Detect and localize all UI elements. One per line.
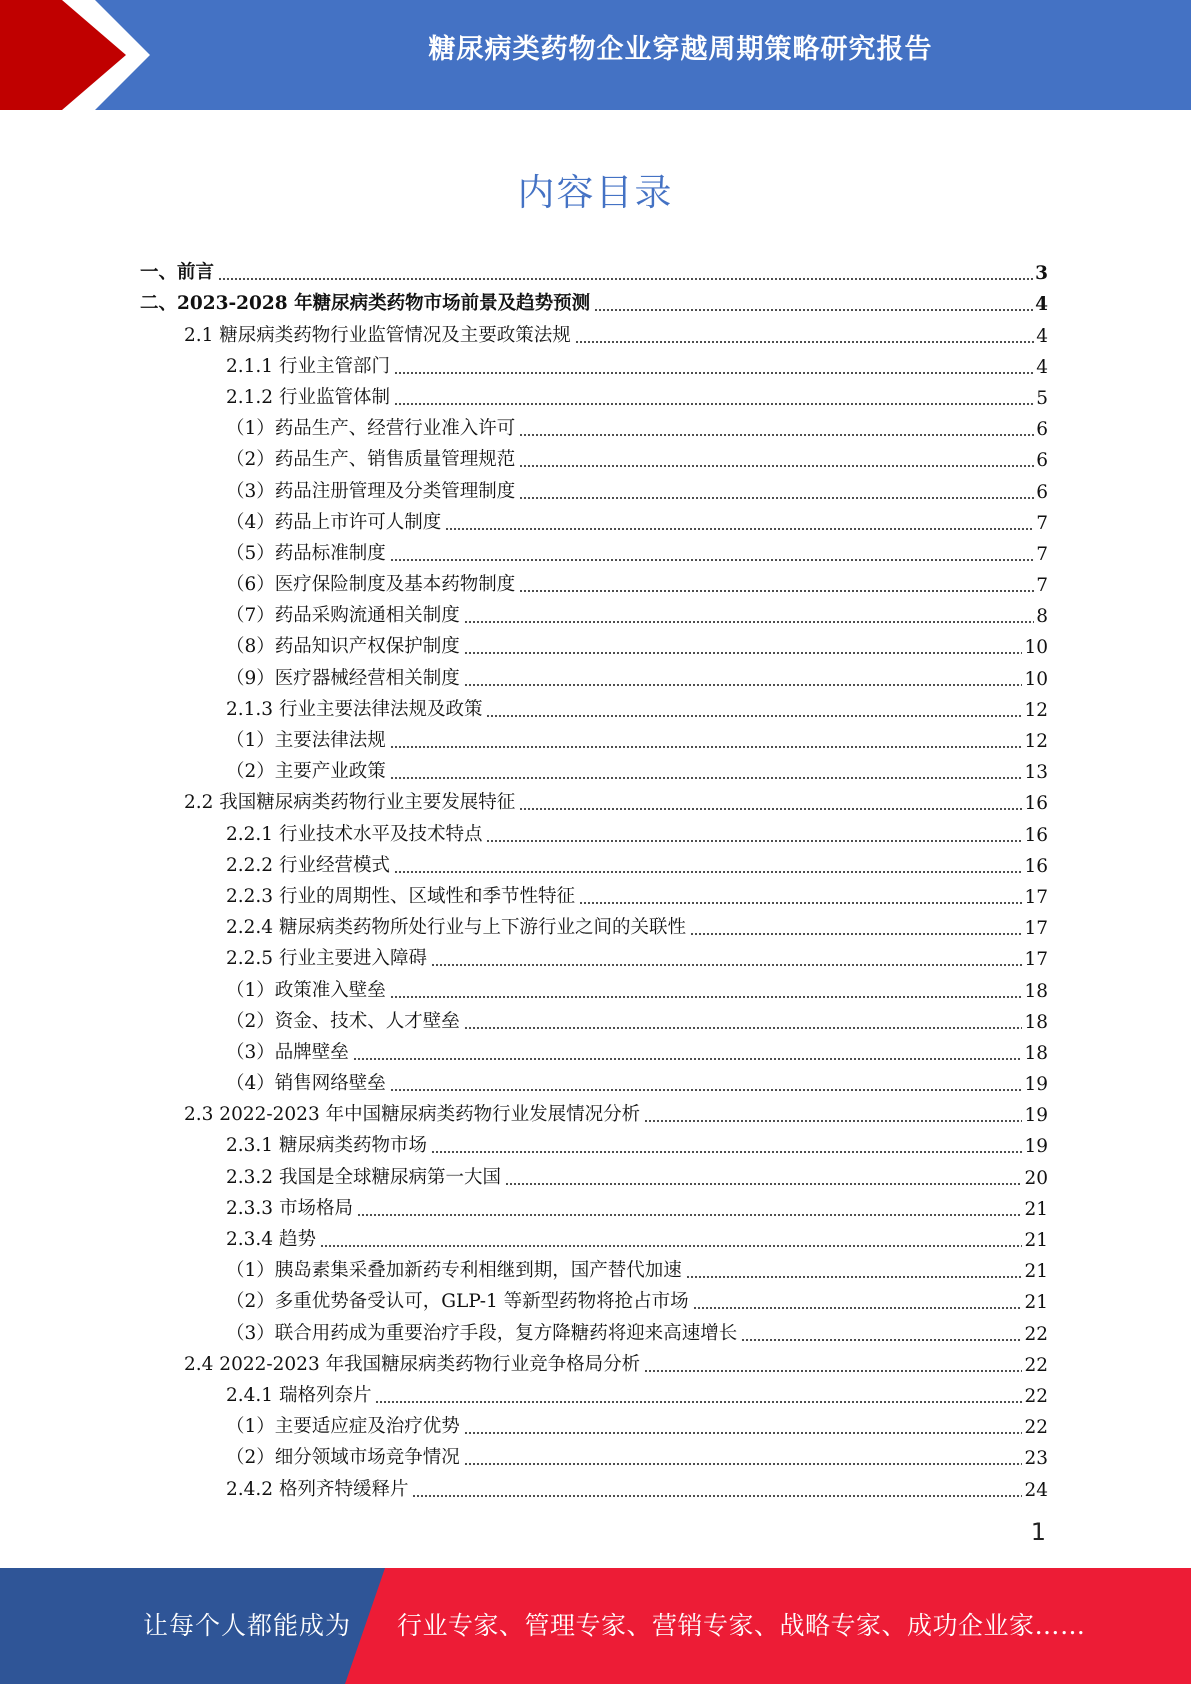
- toc-entry-label: 2.2.5 行业主要进入障碍: [226, 948, 427, 970]
- toc-dot-leader: [357, 1214, 1023, 1216]
- toc-entry-label: 2.4 2022-2023 年我国糖尿病类药物行业竞争格局分析: [184, 1353, 641, 1375]
- toc-entry[interactable]: [140, 1313, 1048, 1344]
- toc-dot-leader: [412, 1495, 1022, 1497]
- toc-entry-label: （7）药品采购流通相关制度: [226, 605, 460, 627]
- toc-entry[interactable]: [140, 1002, 1048, 1033]
- toc-dot-leader: [390, 1089, 1023, 1091]
- toc-dot-leader: [519, 808, 1022, 810]
- toc-entry[interactable]: [140, 1438, 1048, 1469]
- toc-dot-leader: [486, 715, 1022, 717]
- toc-entry-label: 2.2.1 行业技术水平及技术特点: [226, 823, 483, 845]
- toc-entry-label: 2.3.2 我国是全球糖尿病第一大国: [226, 1166, 501, 1188]
- toc-entry-label: （1）主要适应症及治疗优势: [226, 1416, 460, 1438]
- toc-entry-page: 18: [1024, 980, 1048, 1002]
- toc-entry[interactable]: [140, 1220, 1048, 1251]
- toc-dot-leader: [431, 1151, 1022, 1153]
- toc-entry[interactable]: [140, 721, 1048, 752]
- toc-entry-label: （2）药品生产、销售质量管理规范: [226, 449, 516, 471]
- toc-entry-page: 19: [1024, 1136, 1048, 1158]
- toc-entry[interactable]: [140, 534, 1048, 565]
- toc-dot-leader: [579, 902, 1022, 904]
- toc-entry-page: 23: [1024, 1448, 1048, 1470]
- toc-entry-label: 2.2.2 行业经营模式: [226, 854, 390, 876]
- toc-entry-label: （1）胰岛素集采叠加新药专利相继到期，国产替代加速: [226, 1260, 682, 1282]
- toc-dot-leader: [394, 372, 1034, 374]
- toc-entry-page: 19: [1024, 1105, 1048, 1127]
- toc-entry-label: 2.4.2 格列齐特缓释片: [226, 1478, 409, 1500]
- toc-entry[interactable]: [140, 752, 1048, 783]
- toc-entry-page: 10: [1024, 668, 1048, 690]
- toc-entry-label: 2.3.1 糖尿病类药物市场: [226, 1135, 427, 1157]
- toc-entry[interactable]: [140, 503, 1048, 534]
- toc-dot-leader: [686, 1276, 1023, 1278]
- toc-dot-leader: [390, 746, 1023, 748]
- toc-entry[interactable]: [140, 1251, 1048, 1282]
- toc-dot-leader: [390, 777, 1023, 779]
- toc-entry[interactable]: [140, 846, 1048, 877]
- toc-entry-label: （2）资金、技术、人才壁垒: [226, 1010, 460, 1032]
- toc-entry-label: 2.1.3 行业主要法律法规及政策: [226, 698, 483, 720]
- toc-dot-leader: [390, 996, 1023, 998]
- toc-entry[interactable]: [140, 440, 1048, 471]
- toc-entry-page: 16: [1024, 824, 1048, 846]
- toc-entry-page: 10: [1024, 637, 1048, 659]
- footer-slogan-right: 行业专家、管理专家、营销专家、战略专家、成功企业家……: [397, 1611, 1086, 1640]
- toc-dot-leader: [218, 278, 1033, 280]
- toc-dot-leader: [594, 309, 1033, 311]
- toc-dot-leader: [519, 497, 1034, 499]
- toc-entry-label: 2.1.2 行业监管体制: [226, 386, 390, 408]
- toc-entry-label: 一、前言: [140, 262, 215, 284]
- toc-entry[interactable]: [140, 627, 1048, 658]
- toc-entry-page: 22: [1024, 1385, 1048, 1407]
- toc-entry-page: 7: [1036, 512, 1048, 534]
- toc-entry-label: （3）药品注册管理及分类管理制度: [226, 480, 516, 502]
- footer-slogan-left: 让每个人都能成为: [143, 1611, 352, 1640]
- toc-dot-leader: [464, 652, 1023, 654]
- toc-dot-leader: [464, 621, 1034, 623]
- toc-entry[interactable]: [140, 378, 1048, 409]
- toc-entry[interactable]: [140, 814, 1048, 845]
- footer-banner: [0, 1568, 1191, 1684]
- toc-entry-page: 18: [1024, 1042, 1048, 1064]
- toc-entry[interactable]: [140, 1126, 1048, 1157]
- toc-entry-page: 21: [1024, 1198, 1048, 1220]
- toc-entry[interactable]: [140, 1157, 1048, 1188]
- toc-entry-page: 17: [1024, 886, 1048, 908]
- toc-entry[interactable]: [140, 347, 1048, 378]
- toc-entry-page: 3: [1035, 263, 1048, 285]
- toc-entry-label: （9）医疗器械经营相关制度: [226, 667, 460, 689]
- toc-entry-label: （1）政策准入壁垒: [226, 979, 386, 1001]
- toc-dot-leader: [741, 1339, 1022, 1341]
- toc-entry[interactable]: [140, 690, 1048, 721]
- toc-dot-leader: [486, 840, 1022, 842]
- toc-entry-page: 20: [1024, 1167, 1048, 1189]
- toc-entry[interactable]: [140, 1282, 1048, 1313]
- toc-entry[interactable]: [140, 1376, 1048, 1407]
- toc-entry-label: （4）销售网络壁垒: [226, 1073, 386, 1095]
- toc-entry[interactable]: [140, 253, 1048, 284]
- toc-entry[interactable]: [140, 284, 1048, 315]
- toc-dot-leader: [505, 1183, 1022, 1185]
- toc-entry-label: （6）医疗保险制度及基本药物制度: [226, 574, 516, 596]
- toc-entry-label: （8）药品知识产权保护制度: [226, 636, 460, 658]
- toc-heading: 内容目录: [517, 171, 674, 214]
- toc-dot-leader: [375, 1401, 1022, 1403]
- toc-entry-label: （1）药品生产、经营行业准入许可: [226, 418, 516, 440]
- toc-entry-page: 16: [1024, 793, 1048, 815]
- toc-entry[interactable]: [140, 315, 1048, 346]
- toc-entry-label: 2.1 糖尿病类药物行业监管情况及主要政策法规: [184, 324, 571, 346]
- page-number: 1: [1030, 1518, 1046, 1546]
- toc-entry-label: 2.3.3 市场格局: [226, 1197, 353, 1219]
- toc-entry-label: （2）细分领域市场竞争情况: [226, 1447, 460, 1469]
- toc-dot-leader: [390, 559, 1034, 561]
- toc-entry[interactable]: [140, 877, 1048, 908]
- toc-entry-label: （2）主要产业政策: [226, 761, 386, 783]
- toc-entry-page: 4: [1035, 294, 1048, 316]
- toc-entry[interactable]: [140, 409, 1048, 440]
- toc-entry-label: （5）药品标准制度: [226, 542, 386, 564]
- toc-entry-page: 7: [1036, 575, 1048, 597]
- toc-entry[interactable]: [140, 1407, 1048, 1438]
- toc-entry-page: 24: [1024, 1479, 1048, 1501]
- toc-entry-label: 2.1.1 行业主管部门: [226, 355, 390, 377]
- toc-dot-leader: [320, 1245, 1023, 1247]
- toc-entry-page: 7: [1036, 543, 1048, 565]
- toc-entry-page: 22: [1024, 1323, 1048, 1345]
- toc-dot-leader: [464, 1432, 1023, 1434]
- toc-dot-leader: [690, 933, 1022, 935]
- toc-entry-page: 18: [1024, 1011, 1048, 1033]
- toc-entry[interactable]: [140, 1064, 1048, 1095]
- toc-dot-leader: [394, 403, 1034, 405]
- toc-entry-page: 4: [1036, 356, 1048, 378]
- toc-dot-leader: [394, 871, 1022, 873]
- toc-entry[interactable]: [140, 1189, 1048, 1220]
- toc-entry[interactable]: [140, 1033, 1048, 1064]
- toc-dot-leader: [445, 528, 1034, 530]
- toc-entry-page: 12: [1024, 731, 1048, 752]
- toc-entry-page: 5: [1036, 387, 1048, 409]
- toc-entry-page: 21: [1024, 1292, 1048, 1314]
- toc-entry-page: 16: [1024, 855, 1048, 877]
- toc-entry-label: （3）联合用药成为重要治疗手段，复方降糖药将迎来高速增长: [226, 1322, 738, 1344]
- report-title: 糖尿病类药物企业穿越周期策略研究报告: [428, 34, 933, 65]
- toc-entry-page: 22: [1024, 1354, 1048, 1376]
- toc-entry-page: 13: [1024, 762, 1048, 784]
- toc-entry-page: 17: [1024, 949, 1048, 971]
- toc-entry-label: （4）药品上市许可人制度: [226, 511, 442, 533]
- toc-entry-page: 4: [1036, 325, 1048, 347]
- toc-entry[interactable]: [140, 1095, 1048, 1126]
- toc-entry-page: 6: [1036, 481, 1048, 503]
- toc-entry[interactable]: [140, 1469, 1048, 1500]
- toc-entry-page: 6: [1036, 450, 1048, 472]
- toc-entry[interactable]: [140, 783, 1048, 814]
- toc-dot-leader: [464, 684, 1023, 686]
- toc-entry[interactable]: [140, 1345, 1048, 1376]
- toc-dot-leader: [575, 341, 1034, 343]
- toc-entry[interactable]: [140, 596, 1048, 627]
- toc-entry-label: 2.4.1 瑞格列奈片: [226, 1384, 372, 1406]
- toc-dot-leader: [644, 1120, 1022, 1122]
- toc-entry[interactable]: [140, 658, 1048, 689]
- toc-entry-page: 19: [1024, 1074, 1048, 1096]
- toc-dot-leader: [519, 465, 1034, 467]
- toc-entry-page: 8: [1036, 606, 1048, 628]
- toc-entry-page: 21: [1024, 1230, 1048, 1251]
- toc-dot-leader: [644, 1370, 1022, 1372]
- toc-entry[interactable]: [140, 970, 1048, 1001]
- toc-entry[interactable]: [140, 939, 1048, 970]
- header-banner: [0, 0, 1191, 110]
- toc-dot-leader: [519, 434, 1034, 436]
- toc-dot-leader: [693, 1307, 1023, 1309]
- toc-dot-leader: [519, 590, 1034, 592]
- toc-entry-label: 2.2 我国糖尿病类药物行业主要发展特征: [184, 792, 516, 814]
- toc-entry-label: 二、2023-2028 年糖尿病类药物市场前景及趋势预测: [140, 293, 591, 315]
- table-of-contents: [140, 253, 1048, 1501]
- toc-entry[interactable]: [140, 565, 1048, 596]
- toc-entry[interactable]: [140, 908, 1048, 939]
- toc-entry-label: 2.2.4 糖尿病类药物所处行业与上下游行业之间的关联性: [226, 917, 686, 939]
- toc-dot-leader: [353, 1058, 1023, 1060]
- toc-entry-page: 6: [1036, 419, 1048, 441]
- toc-entry[interactable]: [140, 471, 1048, 502]
- toc-entry-page: 22: [1024, 1417, 1048, 1439]
- toc-entry-label: （2）多重优势备受认可，GLP-1 等新型药物将抢占市场: [226, 1291, 689, 1313]
- toc-entry-page: 17: [1024, 918, 1048, 940]
- toc-dot-leader: [464, 1463, 1023, 1465]
- toc-entry-label: 2.3.4 趋势: [226, 1229, 316, 1250]
- toc-entry-page: 21: [1024, 1261, 1048, 1283]
- toc-dot-leader: [431, 964, 1022, 966]
- toc-entry-page: 12: [1024, 699, 1048, 721]
- toc-entry-label: （3）品牌壁垒: [226, 1041, 349, 1063]
- toc-entry-label: 2.2.3 行业的周期性、区域性和季节性特征: [226, 885, 575, 907]
- toc-dot-leader: [464, 1027, 1023, 1029]
- toc-entry-label: 2.3 2022-2023 年中国糖尿病类药物行业发展情况分析: [184, 1104, 641, 1126]
- toc-entry-label: （1）主要法律法规: [226, 730, 386, 751]
